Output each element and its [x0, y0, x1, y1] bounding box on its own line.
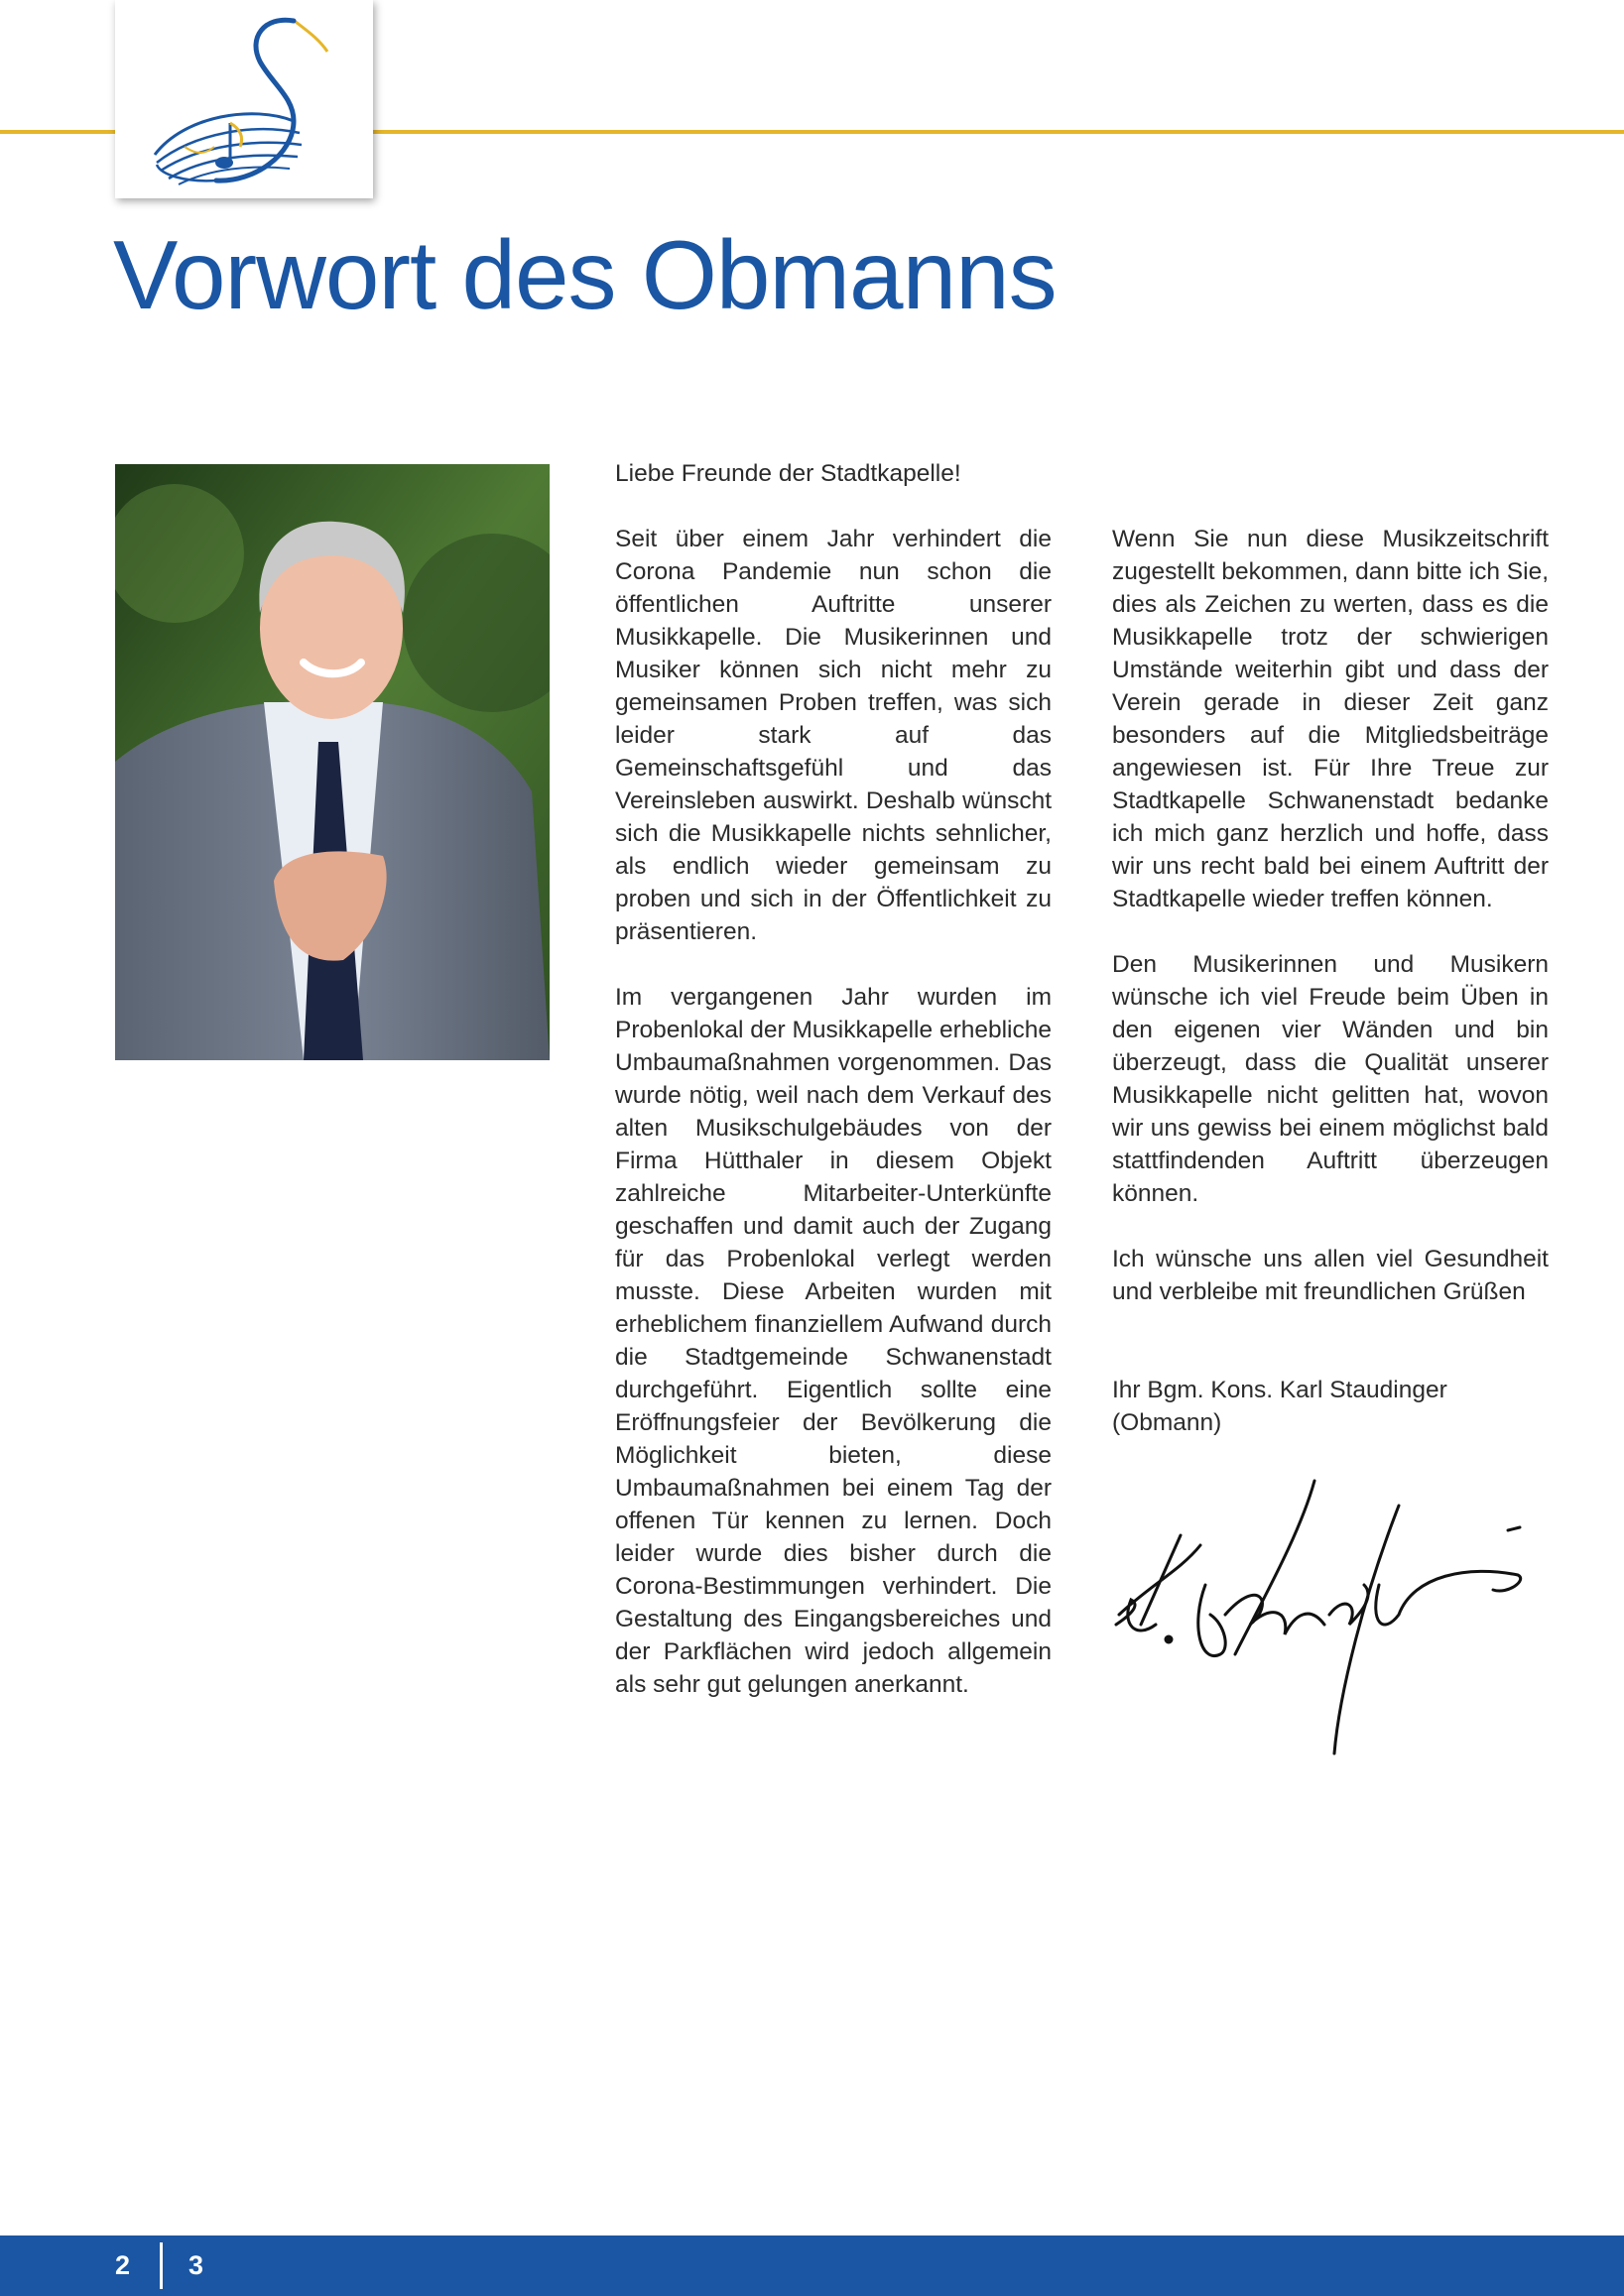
handwritten-signature	[1111, 1476, 1558, 1778]
paragraph: Im vergangenen Jahr wurden im Probenlokal der Musikkapelle erhebliche Umbaumaßnahmen vorgenommen. Das wurde nötig, weil nach dem Verkauf des alten Musikschulgebäudes von der Firma Hütthaler in diesem Objekt zahlreiche Mitarbeiter-Unterkünfte geschaffen und damit auch der Zugang für das Probenlokal verlegt werden musste. Diese Arbeiten wurden mit erheblichem finanziellem Aufwand durch die Stadtgemeinde Schwanenstadt durchgeführt. Eigentlich sollte eine Eröffnungsfeier der Bevölkerung die Möglichkeit bieten, diese Umbaumaßnahmen bei einem Tag der offenen Tür kennen zu lernen. Doch leider wurde dies bisher durch die Corona-Bestimmungen verhindert. Die Gestaltung des Eingangsbereiches und der Parkflächen wird jedoch allgemein als sehr gut gelungen anerkannt.	[615, 984, 1052, 1698]
page-number-right: 3	[188, 2250, 204, 2280]
signer-name: Ihr Bgm. Kons. Karl Staudinger	[1112, 1377, 1447, 1403]
portrait-photo	[115, 464, 550, 1060]
salutation: Liebe Freunde der Stadtkapelle!	[615, 460, 961, 487]
handwritten-signature-icon	[1111, 1476, 1558, 1773]
page-number-divider	[160, 2242, 163, 2289]
signer-role: (Obmann)	[1112, 1409, 1222, 1436]
signature-block	[1112, 1374, 1549, 1439]
paragraph: Den Musikerinnen und Musikern wünsche ich viel Freude beim Üben in den eigenen vier Wänden und bin überzeugt, dass die Qualität unserer Musikkapelle nicht gelitten hat, wovon wir uns gewiss bei einem möglichst bald stattfindenden Auftritt überzeugen können.	[1112, 951, 1549, 1207]
page-footer	[0, 2236, 1624, 2296]
logo	[115, 0, 373, 198]
letter-column-1	[615, 457, 1052, 1734]
portrait-photo-icon	[115, 464, 550, 1060]
swan-music-logo-icon	[145, 6, 343, 190]
paragraph: Wenn Sie nun diese Musikzeitschrift zugestellt bekommen, dann bitte ich Sie, dies als Zeichen zu werten, dass es die Musikkapelle trotz der schwierigen Umstände weiterhin gibt und dass der Verein gerade in dieser Zeit ganz besonders auf die Mitgliedsbeiträge angewiesen ist. Für Ihre Treue zur Stadtkapelle Schwanenstadt bedanke ich mich ganz herzlich und hoffe, dass wir uns recht bald bei einem Auftritt der Stadtkapelle wieder treffen können.	[1112, 526, 1549, 912]
page-title: Vorwort des Obmanns	[113, 220, 1057, 329]
letter-column-2	[1112, 523, 1549, 1472]
page-number-left: 2	[115, 2250, 131, 2280]
paragraph: Seit über einem Jahr verhindert die Corona Pandemie nun schon die öffentlichen Auftritte unserer Musikkapelle. Die Musikerinnen und Musiker können sich nicht mehr zu gemeinsamen Proben treffen, was sich leider stark auf das Gemeinschaftsgefühl und das Vereinsleben auswirkt. Deshalb wünscht sich die Musikkapelle nichts sehnlicher, als endlich wieder gemeinsam zu proben und sich in der Öffentlichkeit zu präsentieren.	[615, 526, 1052, 945]
paragraph: Ich wünsche uns allen viel Gesundheit und verbleibe mit freundlichen Grüßen	[1112, 1246, 1549, 1305]
